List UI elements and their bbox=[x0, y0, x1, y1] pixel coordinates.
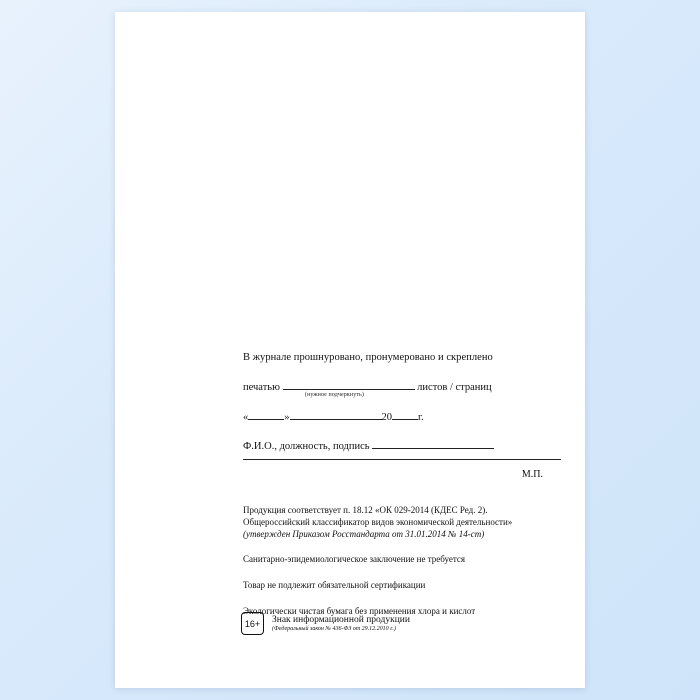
seal-label: печатью bbox=[243, 382, 280, 393]
year-prefix: 20 bbox=[381, 412, 392, 423]
okved-line-3: (утвержден Приказом Росстандарта от 31.01.2014 № 14-ст) bbox=[243, 529, 485, 539]
age-rating-title: Знак информационной продукции bbox=[272, 615, 410, 625]
signer-second-rule[interactable] bbox=[243, 458, 561, 460]
year-suffix: г. bbox=[418, 412, 424, 423]
signer-label: Ф.И.О., должность, подпись bbox=[243, 441, 370, 452]
sheets-count-fill[interactable] bbox=[283, 380, 415, 390]
quote-close: » bbox=[284, 412, 290, 423]
okved-line-1: Продукция соответствует п. 18.12 «ОК 029-2014 (КДЕС Ред. 2). bbox=[243, 505, 488, 515]
document-page bbox=[115, 12, 585, 688]
underline-hint: (нужное подчеркнуть) bbox=[305, 392, 364, 398]
quote-open: « bbox=[243, 412, 249, 423]
certification-line-1: В журнале прошнуровано, пронумеровано и скреплено bbox=[243, 352, 493, 363]
certification-signer-line bbox=[243, 439, 563, 452]
info-block bbox=[243, 504, 573, 617]
stamp-place-label: М.П. bbox=[521, 469, 543, 480]
age-rating-badge-icon: 16+ bbox=[241, 612, 264, 635]
age-rating-text bbox=[272, 615, 410, 632]
eco-paper-note: Экологически чистая бумага без применения хлора и кислот bbox=[243, 606, 476, 616]
document-content bbox=[115, 12, 585, 688]
day-fill[interactable] bbox=[248, 410, 284, 420]
signer-fill[interactable] bbox=[372, 439, 494, 449]
sheets-label: листов / страниц bbox=[417, 382, 492, 393]
month-fill[interactable] bbox=[290, 410, 382, 420]
certification-block bbox=[243, 352, 563, 480]
certification-date-line bbox=[243, 410, 563, 423]
year-fill[interactable] bbox=[392, 410, 418, 420]
age-rating-law: (Федеральный закон № 436-ФЗ от 29.12.2010 г.) bbox=[272, 626, 396, 632]
age-rating-row bbox=[241, 612, 410, 635]
certification-note: Товар не подлежит обязательной сертификации bbox=[243, 580, 426, 590]
sanitary-note: Санитарно-эпидемиологическое заключение не требуется bbox=[243, 554, 466, 564]
okved-line-2: Общероссийский классификатор видов экономической деятельности» bbox=[243, 517, 513, 527]
